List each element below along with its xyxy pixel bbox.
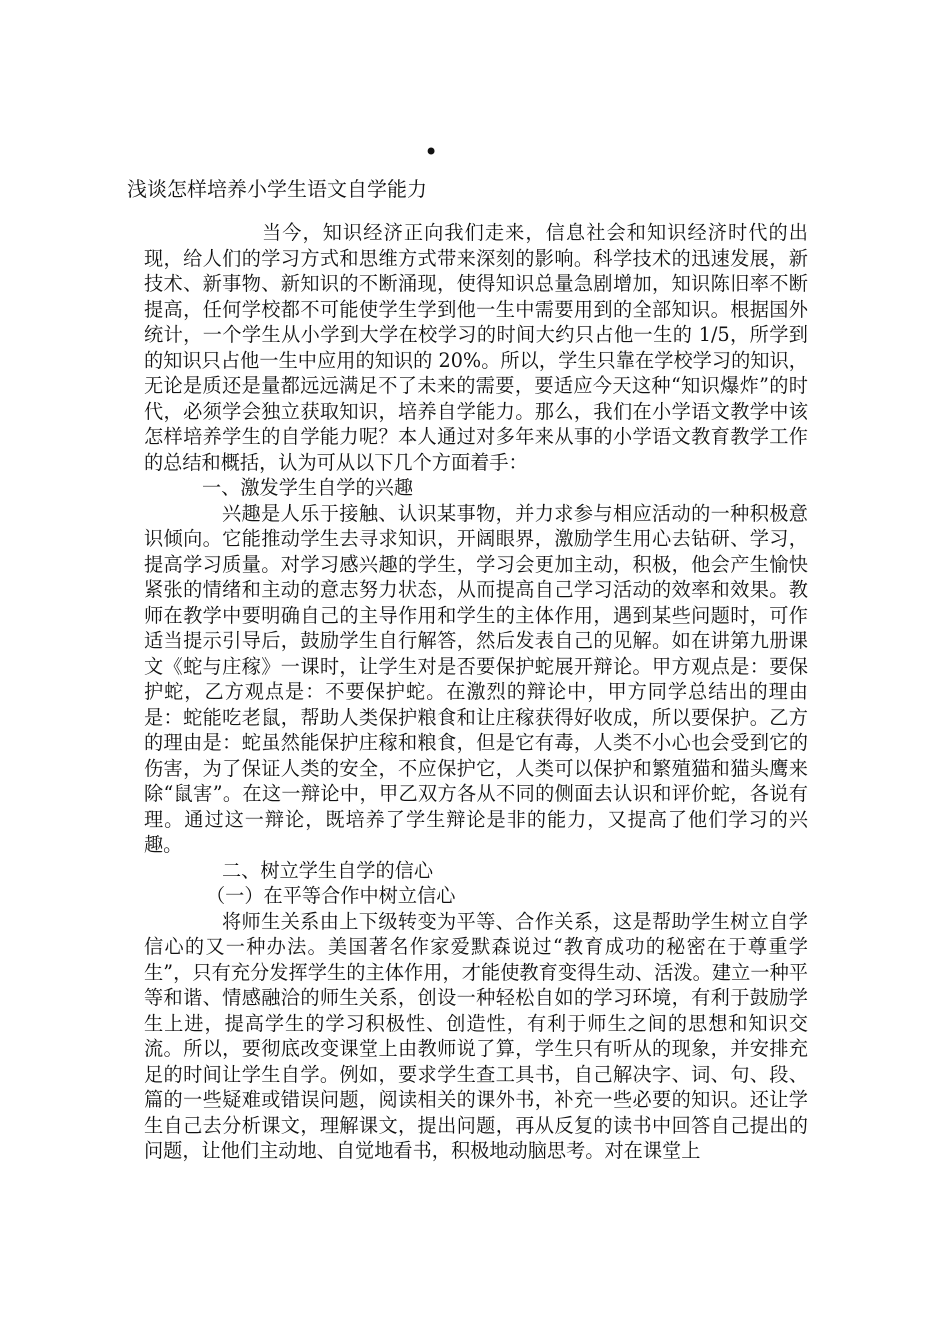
intro-paragraph: 当今，知识经济正向我们走来，信息社会和知识经济时代的出现，给人们的学习方式和思维方式带来深刻的影响。科学技术的迅速发展，新技术、新事物、新知识的不断涌现，使得知识总量急剧增加，知识陈旧率不断提高，任何学校都不可能使学生学到他一生中需要用到的全部知识。根据国外统计，一个学生从小学到大学在校学习的时间大约只占他一生的 1/5，所学到的知识只占他一生中应用的知识的 20%。所以，学生只靠在学校学习的知识，无论是质还是量都远远满足不了未来的需要，要适应今天这种“知识爆炸”的时代，必须学会独立获取知识，培养自学能力。那么，我们在小学语文教学中该怎样培养学生的自学能力呢？本人通过对多年来从事的小学语文教育教学工作的总结和概括，认为可从以下几个方面着手： [144,221,808,474]
document-body [144,220,808,1164]
interest-paragraph: 兴趣是人乐于接触、认识某事物，并力求参与相应活动的一种积极意识倾向。它能推动学生去寻求知识，开阔眼界，激励学生用心去钻研、学习，提高学习质量。对学习感兴趣的学生，学习会更加主动，积极，他会产生愉快紧张的情绪和主动的意志努力状态，从而提高自己学习活动的效率和效果。教师在教学中要明确自己的主导作用和学生的主体作用，遇到某些问题时，可作适当提示引导后，鼓励学生自行解答，然后发表自己的见解。如在讲第九册课文《蛇与庄稼》一课时，让学生对是否要保护蛇展开辩论。甲方观点是：要保护蛇，乙方观点是：不要保护蛇。在激烈的辩论中，甲方同学总结出的理由是：蛇能吃老鼠，帮助人类保护粮食和让庄稼获得好收成，所以要保护。乙方的理由是：蛇虽然能保护庄稼和粮食，但是它有毒，人类不小心也会受到它的伤害，为了保证人类的安全，不应保护它，人类可以保护和繁殖猫和猫头鹰来除“鼠害”。在这一辩论中，甲乙双方各从不同的侧面去认识和评价蛇，各说有理。通过这一辩论，既培养了学生辩论是非的能力，又提高了他们学习的兴趣。 [144,501,808,856]
section-heading-2: 二、树立学生自学的信心 [222,858,434,882]
subsection-heading-1: （一）在平等合作中树立信心 [206,884,456,907]
page-dot: • [424,138,439,166]
section-heading-1: 一、激发学生自学的兴趣 [202,476,414,499]
document-title: 浅谈怎样培养小学生语文自学能力 [127,177,427,201]
confidence-paragraph: 将师生关系由上下级转变为平等、合作关系，这是帮助学生树立自学信心的又一种办法。美国著名作家爱默森说过“教育成功的秘密在于尊重学生”，只有充分发挥学生的主体作用，才能使教育变得生动、活泼。建立一种平等和谐、情感融洽的师生关系，创设一种轻松自如的学习环境，有利于鼓励学生上进，提高学生的学习积极性、创造性，有利于师生之间的思想和知识交流。所以，要彻底改变课堂上由教师说了算，学生只有听从的现象，并安排充足的时间让学生自学。例如，要求学生查工具书，自己解决字、词、句、段、篇的一些疑难或错误问题，阅读相关的课外书，补充一些必要的知识。还让学生自己去分析课文，理解课文，提出问题，再从反复的读书中回答自己提出的问题，让他们主动地、自觉地看书，积极地动脑思考。对在课堂上 [144,909,808,1162]
